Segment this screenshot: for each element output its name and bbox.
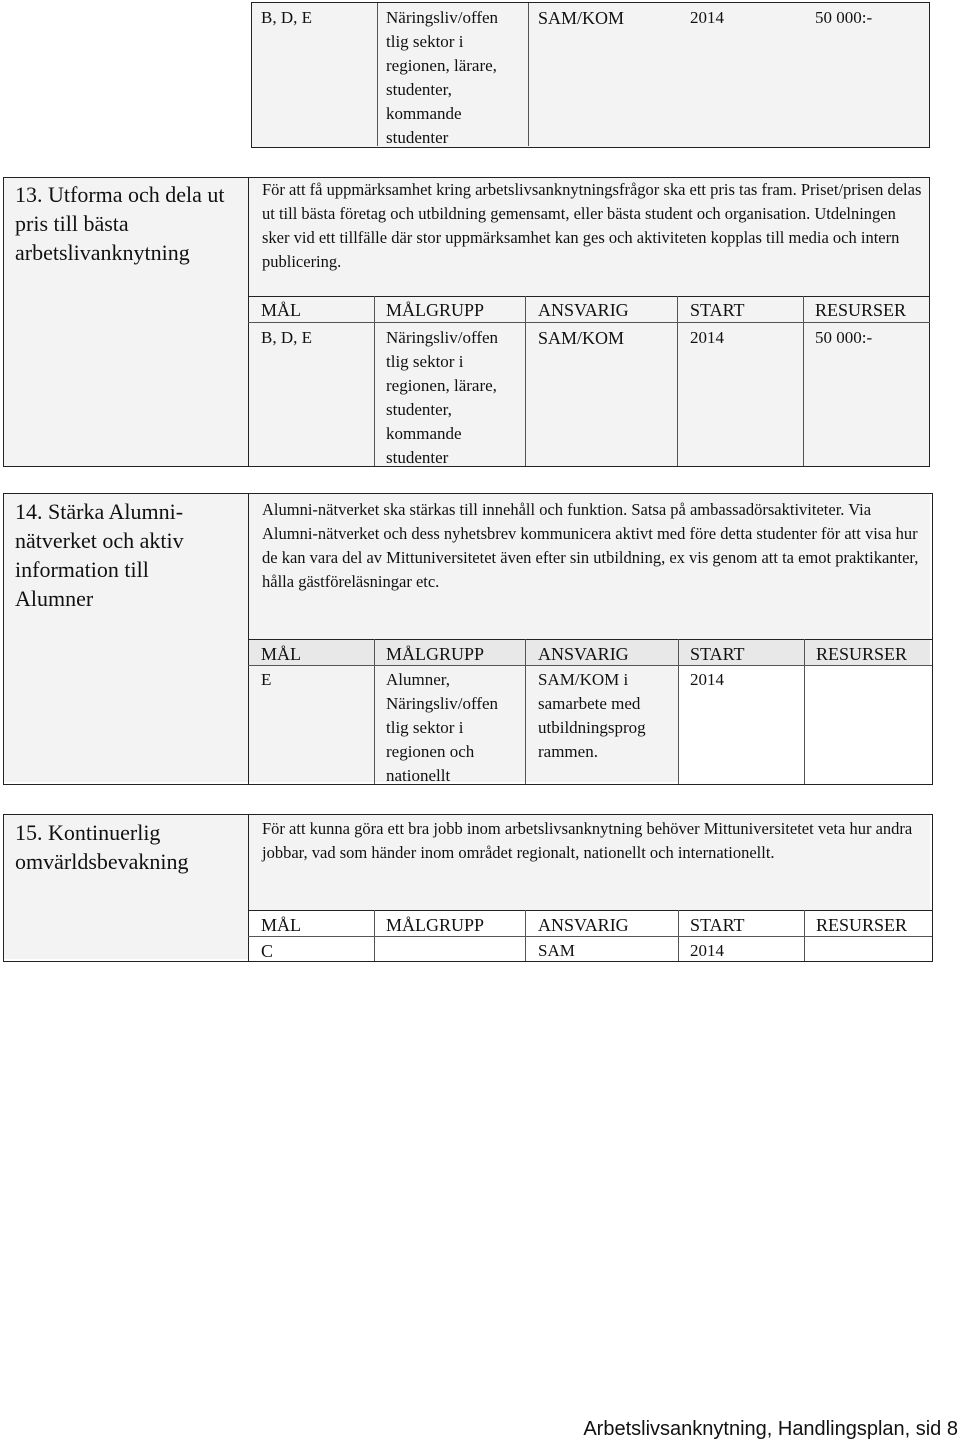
header-start: START bbox=[690, 644, 745, 664]
section-13-title: 13. Utforma och dela ut pris till bästa arbetslivanknytning bbox=[15, 182, 225, 265]
page-footer: Arbetslivsanknytning, Handlingsplan, sid 8 bbox=[583, 1418, 958, 1440]
cell-mal: C bbox=[261, 941, 274, 961]
cell-resurser bbox=[807, 666, 931, 668]
cell-ansvarig: SAM/KOM bbox=[538, 8, 625, 28]
section-13-description: För att få uppmärksamhet kring arbetslivsanknytningsfrågor ska ett pris tas fram. Priset/prisen delas ut till bästa företag och utbildning gemensamt, eller bästa student och organisation. Utdelningen sker vid ett tillfälle där stor uppmärksamhet kan ges och aktiviteten kopplas till media och intern publicering. bbox=[262, 180, 922, 271]
header-ansvarig: ANSVARIG bbox=[538, 644, 629, 664]
header-start: START bbox=[690, 300, 745, 320]
section-15-title: 15. Kontinuerlig omvärldsbevakning bbox=[15, 820, 189, 874]
header-resurser: RESURSER bbox=[815, 300, 907, 320]
header-ansvarig: ANSVARIG bbox=[538, 300, 629, 320]
header-mal: MÅL bbox=[261, 300, 301, 320]
cell-start: 2014 bbox=[690, 941, 724, 960]
cell-ansvarig: SAM/KOM bbox=[538, 328, 625, 348]
cell-start: 2014 bbox=[690, 8, 724, 27]
header-resurser: RESURSER bbox=[816, 915, 908, 935]
cell-malgrupp: Näringsliv/offen tlig sektor i regionen, lärare, studenter, kommande studenter bbox=[386, 8, 499, 147]
cell-malgrupp bbox=[377, 937, 529, 939]
cell-mal: E bbox=[261, 670, 272, 689]
section-14-description: Alumni-nätverket ska stärkas till innehåll och funktion. Satsa på ambassadörsaktiviteter. Via Alumni-nätverket och dess nyhetsbrev kommunicera aktivt med före detta studenter för att visa hur de kan vara del av Mittuniversitetet även efter sin utbildning, ex vis genom att ta emot praktikanter, hålla gästföreläsningar etc. bbox=[262, 500, 919, 591]
cell-resurser: 50 000:- bbox=[815, 328, 873, 347]
header-ansvarig: ANSVARIG bbox=[538, 915, 629, 935]
header-start: START bbox=[690, 915, 745, 935]
cell-resurser: 50 000:- bbox=[815, 8, 873, 27]
header-malgrupp: MÅLGRUPP bbox=[386, 915, 485, 935]
header-mal: MÅL bbox=[261, 915, 301, 935]
cell-malgrupp: Alumner, Näringsliv/offen tlig sektor i regionen och nationellt bbox=[386, 670, 499, 785]
cell-resurser bbox=[807, 937, 931, 939]
cell-ansvarig: SAM bbox=[538, 941, 575, 960]
header-malgrupp: MÅLGRUPP bbox=[386, 300, 485, 320]
cell-start: 2014 bbox=[690, 328, 724, 347]
header-mal: MÅL bbox=[261, 644, 301, 664]
cell-malgrupp: Näringsliv/offen tlig sektor i regionen, lärare, studenter, kommande studenter bbox=[386, 328, 499, 467]
header-resurser: RESURSER bbox=[816, 644, 908, 664]
cell-mal: B, D, E bbox=[261, 328, 312, 347]
header-malgrupp: MÅLGRUPP bbox=[386, 644, 485, 664]
section-14-title: 14. Stärka Alumni-nätverket och aktiv information till Alumner bbox=[15, 499, 184, 611]
cell-mal: B, D, E bbox=[261, 8, 312, 27]
cell-start: 2014 bbox=[690, 670, 724, 689]
section-15-description: För att kunna göra ett bra jobb inom arbetslivsanknytning behöver Mittuniversitetet veta hur andra jobbar, vad som händer inom området regionalt, nationellt och internationellt. bbox=[262, 819, 913, 862]
cell-ansvarig: SAM/KOM i samarbete med utbildningsprog rammen. bbox=[538, 670, 646, 761]
